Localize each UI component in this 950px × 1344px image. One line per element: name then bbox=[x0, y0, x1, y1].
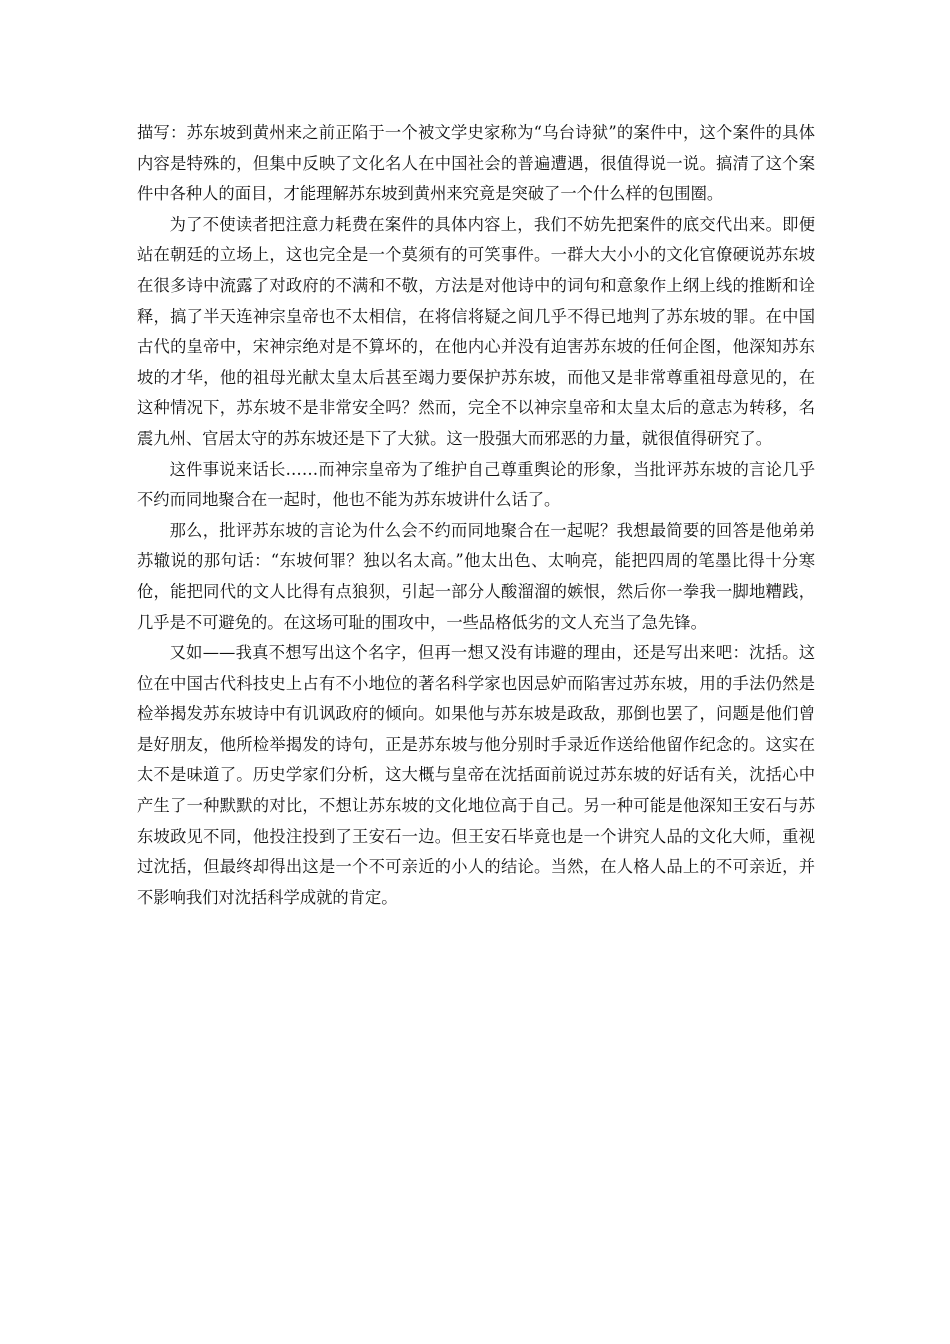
document-body bbox=[137, 118, 815, 913]
paragraph-3: 这件事说来话长……而神宗皇帝为了维护自己尊重舆论的形象，当批评苏东坡的言论几乎不约而同地聚合在一起时，他也不能为苏东坡讲什么话了。 bbox=[137, 459, 815, 510]
paragraph-1: 描写：苏东坡到黄州来之前正陷于一个被文学史家称为“乌台诗狱”的案件中，这个案件的具体内容是特殊的，但集中反映了文化名人在中国社会的普遍遭遇，很值得说一说。搞清了这个案件中各种人的面目，才能理解苏东坡到黄州来究竟是突破了一个什么样的包围圈。 bbox=[137, 123, 815, 204]
paragraph-2: 为了不使读者把注意力耗费在案件的具体内容上，我们不妨先把案件的底交代出来。即便站在朝廷的立场上，这也完全是一个莫须有的可笑事件。一群大大小小的文化官僚硬说苏东坡在很多诗中流露了对政府的不满和不敬，方法是对他诗中的词句和意象作上纲上线的推断和诠释，搞了半天连神宗皇帝也不太相信，在将信将疑之间几乎不得已地判了苏东坡的罪。在中国古代的皇帝中，宋神宗绝对是不算坏的，在他内心并没有迫害苏东坡的任何企图，他深知苏东坡的才华，他的祖母光献太皇太后甚至竭力要保护苏东坡，而他又是非常尊重祖母意见的，在这种情况下，苏东坡不是非常安全吗？然而，完全不以神宗皇帝和太皇太后的意志为转移，名震九州、官居太守的苏东坡还是下了大狱。这一股强大而邪恶的力量，就很值得研究了。 bbox=[137, 214, 815, 448]
paragraph-5: 又如——我真不想写出这个名字，但再一想又没有讳避的理由，还是写出来吧：沈括。这位在中国古代科技史上占有不小地位的著名科学家也因忌妒而陷害过苏东坡，用的手法仍然是检举揭发苏东坡诗中有讥讽政府的倾向。如果他与苏东坡是政敌，那倒也罢了，问题是他们曾是好朋友，他所检举揭发的诗句，正是苏东坡与他分别时手录近作送给他留作纪念的。这实在太不是味道了。历史学家们分析，这大概与皇帝在沈括面前说过苏东坡的好话有关，沈括心中产生了一种默默的对比，不想让苏东坡的文化地位高于自己。另一种可能是他深知王安石与苏东坡政见不同，他投注投到了王安石一边。但王安石毕竟也是一个讲究人品的文化大师，重视过沈括，但最终却得出这是一个不可亲近的小人的结论。当然，在人格人品上的不可亲近，并不影响我们对沈括科学成就的肯定。 bbox=[137, 643, 815, 907]
paragraph-4: 那么，批评苏东坡的言论为什么会不约而同地聚合在一起呢？我想最简要的回答是他弟弟苏辙说的那句话：“东坡何罪？独以名太高。”他太出色、太响亮，能把四周的笔墨比得十分寒伧，能把同代的文人比得有点狼狈，引起一部分人酸溜溜的嫉恨，然后你一拳我一脚地糟践，几乎是不可避免的。在这场可耻的围攻中，一些品格低劣的文人充当了急先锋。 bbox=[137, 520, 815, 632]
